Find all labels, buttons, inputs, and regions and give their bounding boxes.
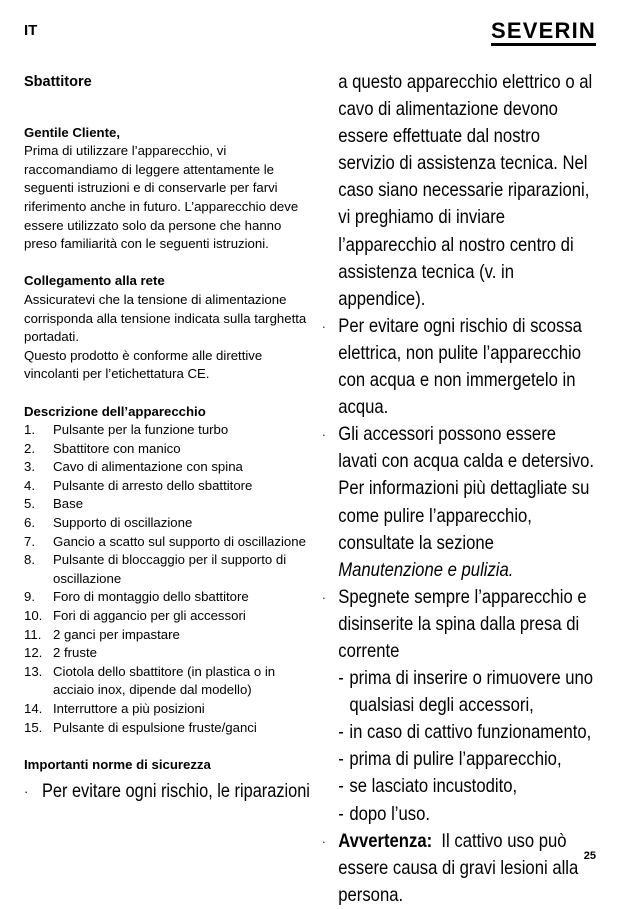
sub-item: - in caso di cattivo funzionamento, bbox=[338, 721, 592, 744]
list-item: 8. Pulsante di bloccaggio per il supporto di oscillazione bbox=[24, 552, 287, 586]
mains-text-1: Assicuratevi che la tensione di alimentazione corrisponda alla tensione indicata sulla targhetta portadati. bbox=[24, 291, 307, 345]
list-item: 10. Fori di aggancio per gli accessori bbox=[24, 608, 246, 624]
right-column bbox=[322, 69, 596, 909]
list-item: 12. 2 fruste bbox=[24, 645, 97, 661]
safety-heading: Importanti norme di sicurezza bbox=[24, 756, 211, 772]
bullet-icon: · bbox=[322, 833, 326, 849]
safety-item-2: · Per evitare ogni rischio di scossa elettrica, non pulite l’apparecchio con acqua e non immergetelo in acqua. bbox=[322, 313, 596, 421]
safety-item-3: · Gli accessori possono essere lavati con acqua calda e detersivo. Per informazioni più dettagliate su come pulire l’apparecchio, consultate la sezione Manutenzione e pulizia. bbox=[322, 421, 596, 584]
parts-list bbox=[24, 421, 312, 737]
list-item: 7. Gancio a scatto sul supporto di oscillazione bbox=[24, 533, 306, 549]
section-reference: Manutenzione e pulizia. bbox=[338, 558, 514, 581]
safety-item-1-start: · Per evitare ogni rischio, le riparazioni bbox=[24, 778, 312, 805]
list-item: 11. 2 ganci per impastare bbox=[24, 626, 180, 642]
mains-text-2: Questo prodotto è conforme alle direttive vincolanti per l’etichettatura CE. bbox=[24, 347, 263, 382]
bullet-icon: · bbox=[322, 427, 326, 443]
list-item: 4. Pulsante di arresto dello sbattitore bbox=[24, 477, 253, 493]
language-label: IT bbox=[24, 22, 38, 39]
list-item: 5. Base bbox=[24, 496, 84, 512]
sub-item: - se lasciato incustodito, bbox=[338, 775, 518, 798]
description-heading: Descrizione dell’apparecchio bbox=[24, 403, 206, 419]
brand-logo: SEVERIN bbox=[491, 20, 596, 46]
greeting-text: Prima di utilizzare l’apparecchio, vi raccomandiamo di leggere attentamente le seguenti istruzioni e di conservarle per farvi riferimento anche in futuro. L’apparecchio deve essere utilizzato solo da persone che hanno preso familiarità con le seguenti istruzioni. bbox=[24, 143, 299, 252]
list-item: 2. Sbattitore con manico bbox=[24, 440, 181, 456]
safety-warning: · Avvertenza: Il cattivo uso può essere causa di gravi lesioni alla persona. bbox=[322, 828, 596, 909]
bullet-icon: · bbox=[24, 784, 29, 800]
safety-item-1-continued: a questo apparecchio elettrico o al cavo di alimentazione devono essere effettuate dal nostro servizio di assistenza tecnica. Nel caso siano necessarie riparazioni, vi preghiamo di inviare l’apparecchio al nostro centro di assistenza tecnica (v. in appendice). bbox=[338, 71, 593, 310]
safety-item-4: · Spegnete sempre l’apparecchio e disinserite la spina dalla presa di corrente bbox=[322, 584, 596, 665]
list-item: 14. Interruttore a più posizioni bbox=[24, 701, 205, 716]
list-item: 15. Pulsante di espulsione fruste/ganci bbox=[24, 719, 257, 735]
list-item: 1. Pulsante per la funzione turbo bbox=[24, 422, 229, 438]
greeting-heading: Gentile Cliente, bbox=[24, 124, 120, 140]
warning-label: Avvertenza: bbox=[338, 829, 433, 852]
mains-heading: Collegamento alla rete bbox=[24, 273, 165, 289]
list-item: 3. Cavo di alimentazione con spina bbox=[24, 459, 243, 475]
bullet-icon: · bbox=[322, 589, 326, 605]
list-item: 13. Ciotola dello sbattitore (in plastica o in acciaio inox, dipende dal modello) bbox=[24, 663, 276, 698]
page-number: 25 bbox=[583, 850, 596, 862]
sub-item: - dopo l’uso. bbox=[338, 802, 431, 825]
bullet-icon: · bbox=[322, 318, 326, 334]
list-item: 6. Supporto di oscillazione bbox=[24, 515, 193, 531]
left-column bbox=[24, 73, 312, 805]
sub-item: - prima di inserire o rimuovere uno qualsiasi degli accessori, bbox=[338, 667, 594, 717]
page-title: Sbattitore bbox=[24, 74, 92, 90]
list-item: 9. Foro di montaggio dello sbattitore bbox=[24, 589, 249, 605]
sub-item: - prima di pulire l’apparecchio, bbox=[338, 748, 562, 771]
